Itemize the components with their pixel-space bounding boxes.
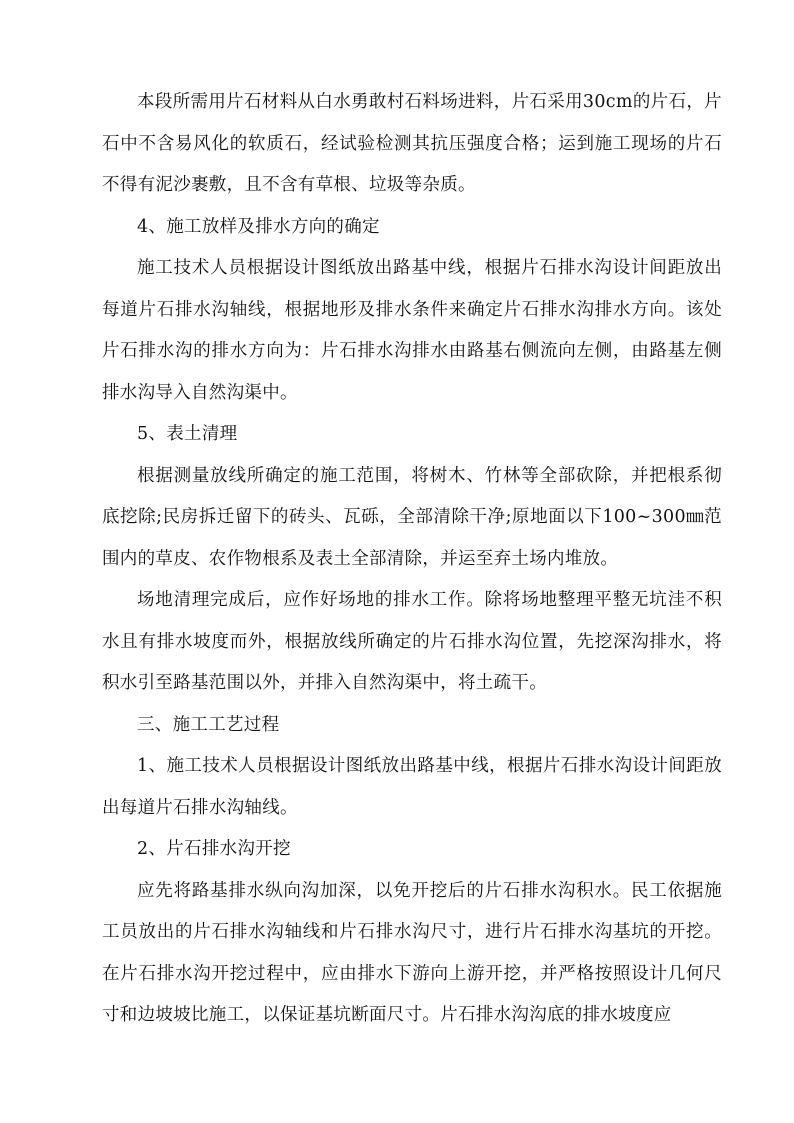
heading-construction-process: 三、施工工艺过程 [137, 714, 280, 735]
heading-trench-excavation: 2、片石排水沟开挖 [137, 839, 291, 859]
paragraph-layout-drainage-direction: 施工技术人员根据设计图纸放出路基中线，根据片石排水沟设计间距放出每道片石排水沟轴线，根据地形及排水条件来确定片石排水沟排水方向。该处片石排水沟的排水方向为：片石排水沟排水由路基右侧流向左侧，由路基左侧排水沟导入自然沟渠中。 [102, 258, 722, 403]
heading-topsoil-clearing: 5、表土清理 [137, 424, 238, 444]
paragraph-stone-material: 本段所需用片石材料从白水勇敢村石料场进料，片石采用30cm的片石，片石中不含易风化的软质石，经试验检测其抗压强度合格；运到施工现场的片石不得有泥沙裹敷，且不含有草根、垃圾等杂质。 [102, 92, 722, 195]
heading-layout-drainage-direction: 4、施工放样及排水方向的确定 [137, 216, 380, 237]
paragraph-topsoil-clearing: 根据测量放线所确定的施工范围，将树木、竹林等全部砍除，并把根系彻底挖除;民房拆迁留下的砖头、瓦砾，全部清除干净;原地面以下100~300㎜范围内的草皮、农作物根系及表土全部清除，并运至弃土场内堆放。 [102, 465, 722, 569]
document-body [102, 82, 722, 1037]
paragraph-trench-excavation: 应先将路基排水纵向沟加深，以免开挖后的片石排水沟积水。民工依据施工员放出的片石排水沟轴线和片石排水沟尺寸，进行片石排水沟基坑的开挖。在片石排水沟开挖过程中，应由排水下游向上游开挖，并严格按照设计几何尺寸和边坡坡比施工，以保证基坑断面尺寸。片石排水沟沟底的排水坡度应 [102, 880, 722, 1025]
paragraph-site-drainage: 场地清理完成后，应作好场地的排水工作。除将场地整理平整无坑洼不积水且有排水坡度而外，根据放线所确定的片石排水沟位置，先挖深沟排水，将积水引至路基范围以外，并排入自然沟渠中，将土疏干。 [102, 590, 722, 693]
paragraph-process-step-1: 1、施工技术人员根据设计图纸放出路基中线，根据片石排水沟设计间距放出每道片石排水沟轴线。 [102, 756, 722, 818]
